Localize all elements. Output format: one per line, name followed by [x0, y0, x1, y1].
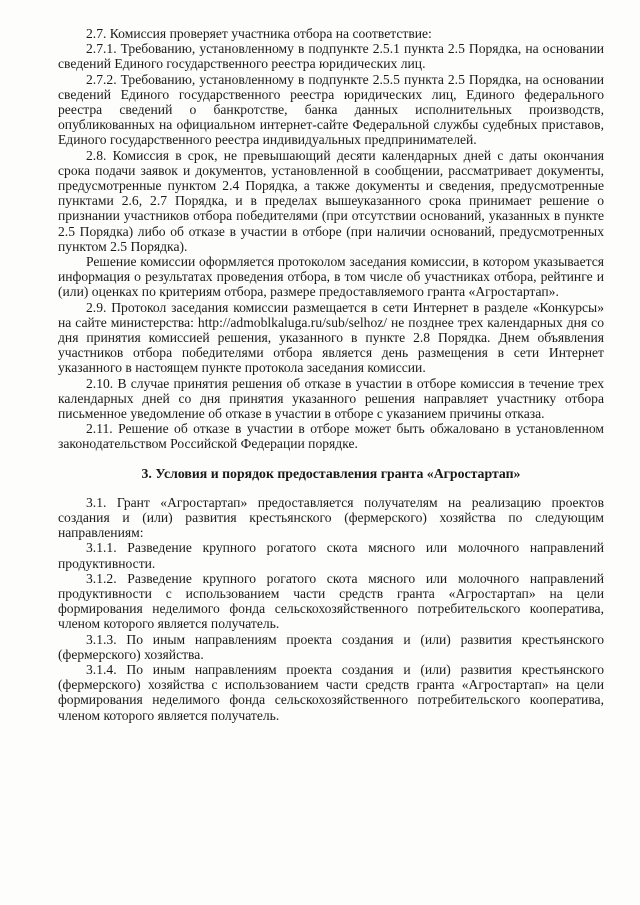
paragraph-2-9: 2.9. Протокол заседания комиссии размещается в сети Интернет в разделе «Конкурсы» на сайте министерства: http://admoblkaluga.ru/sub/selhoz/ не позднее трех календарных дня со дня принятия комиссией решения, указанного в пункте 2.8 Порядка. Днем объявления участников отбора победителями отбора является день размещения в сети Интернет указанного в настоящем пункте протокола заседания комиссии. — [58, 299, 604, 376]
paragraph-3-1-3: 3.1.3. По иным направлениям проекта создания и (или) развития крестьянского (фермерского) хозяйства. — [58, 631, 604, 662]
paragraph-2-7-1: 2.7.1. Требованию, установленному в подпункте 2.5.1 пункта 2.5 Порядка, на основании сведений Единого государственного реестра юридических лиц. — [58, 41, 604, 72]
paragraph-2-7-2: 2.7.2. Требованию, установленному в подпункте 2.5.5 пункта 2.5 Порядка, на основании сведений Единого государственного реестра юридических лиц, Единого федерального реестра сведений о банкротстве, банка данных исполнительных производств, опубликованных на официальном интернет-сайте Федеральной службы судебных приставов, Единого государственного реестра индивидуальных предпринимателей. — [58, 71, 604, 148]
paragraph-2-7: 2.7. Комиссия проверяет участника отбора на соответствие: — [86, 26, 432, 41]
document-body — [58, 26, 604, 723]
paragraph-2-11: 2.11. Решение об отказе в участии в отборе может быть обжаловано в установленном законодательством Российской Федерации порядке. — [58, 421, 604, 452]
paragraph-3-1-4: 3.1.4. По иным направлениям проекта создания и (или) развития крестьянского (фермерского) хозяйства с использованием части средств гранта «Агростартап» на цели формирования неделимого фонда сельскохозяйственного потребительского кооператива, членом которого является получатель. — [58, 661, 604, 723]
paragraph-3-1-2: 3.1.2. Разведение крупного рогатого скота мясного или молочного направлений продуктивности с использованием части средств гранта «Агростартап» на цели формирования неделимого фонда сельскохозяйственного потребительского кооператива, членом которого является получатель. — [58, 570, 604, 632]
paragraph-3-1-1: 3.1.1. Разведение крупного рогатого скота мясного или молочного направлений продуктивности. — [58, 540, 604, 571]
paragraph-3-1: 3.1. Грант «Агростартап» предоставляется получателям на реализацию проектов создания и (или) развития крестьянского (фермерского) хозяйства по следующим направлениям: — [58, 494, 604, 541]
paragraph-commission-decision: Решение комиссии оформляется протоколом заседания комиссии, в котором указывается информация о результатах проведения отбора, в том числе об участниках отбора, рейтинге и (или) оценках по критериям отбора, размере предоставляемого гранта «Агростартап». — [58, 254, 604, 300]
paragraph-2-10: 2.10. В случае принятия решения об отказе в участии в отборе комиссия в течение трех календарных дней со дня принятия указанного решения направляет участнику отбора письменное уведомление об отказе в участии в отборе с указанием причины отказа. — [58, 375, 604, 422]
section-heading: 3. Условия и порядок предоставления гранта «Агростартап» — [141, 465, 521, 481]
paragraph-2-8: 2.8. Комиссия в срок, не превышающий десяти календарных дней с даты окончания срока подачи заявок и документов, установленной в сообщении, рассматривает документы, предусмотренные пунктом 2.4 Порядка, а также документы и сведения, предусмотренные пунктами 2.6, 2.7 Порядка, и в пределах вышеуказанного срока принимает решение о признании участников отбора победителями (при отсутствии оснований, указанных в пункте 2.5 Порядка) либо об отказе в участии в отборе (при наличии оснований, предусмотренных пунктом 2.5 Порядка). — [58, 147, 604, 254]
